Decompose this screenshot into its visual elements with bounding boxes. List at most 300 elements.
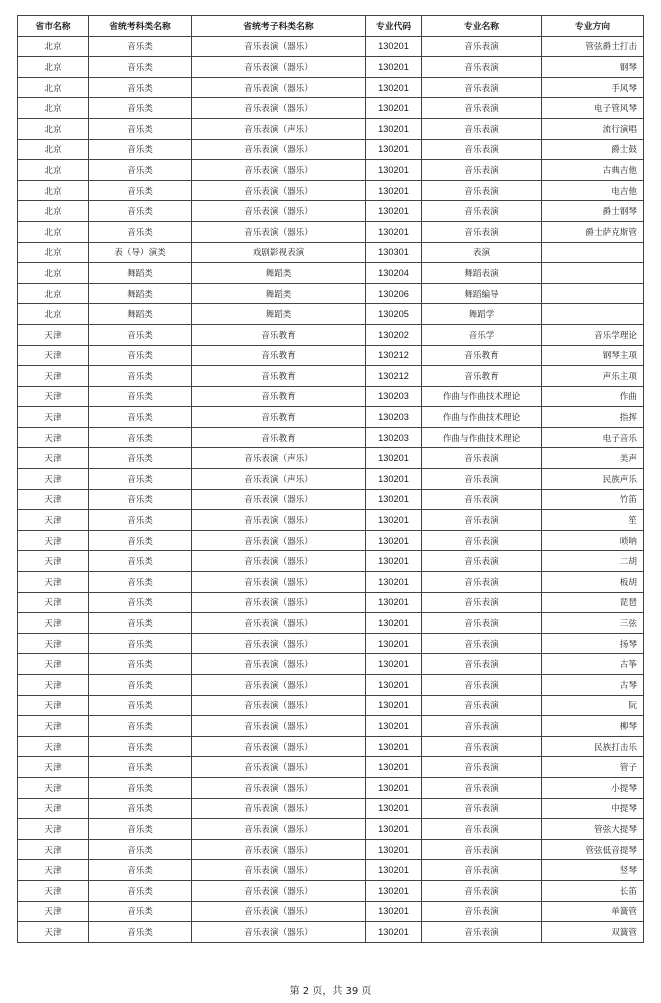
table-row (18, 263, 644, 284)
cell-exam-subcategory: 音乐表演（器乐） (192, 716, 366, 737)
table-row (18, 880, 644, 901)
cell-province: 北京 (18, 304, 89, 325)
cell-major-name: 音乐表演 (422, 448, 542, 469)
cell-exam-category: 音乐类 (89, 716, 192, 737)
cell-province: 天津 (18, 427, 89, 448)
cell-major-direction: 扬琴 (542, 633, 644, 654)
cell-major-name: 音乐表演 (422, 839, 542, 860)
table-row (18, 654, 644, 675)
header-major-direction: 专业方向 (542, 16, 644, 37)
cell-major-name: 舞蹈学 (422, 304, 542, 325)
cell-major-direction: 流行演唱 (542, 118, 644, 139)
cell-province: 北京 (18, 139, 89, 160)
cell-major-code: 130201 (366, 880, 422, 901)
cell-exam-category: 音乐类 (89, 180, 192, 201)
table-row (18, 716, 644, 737)
cell-major-direction (542, 304, 644, 325)
cell-major-code: 130201 (366, 469, 422, 490)
cell-major-direction: 作曲 (542, 386, 644, 407)
table-row (18, 922, 644, 943)
cell-major-name: 作曲与作曲技术理论 (422, 427, 542, 448)
cell-exam-subcategory: 音乐教育 (192, 366, 366, 387)
specialty-table (17, 15, 644, 943)
cell-province: 北京 (18, 36, 89, 57)
cell-exam-subcategory: 音乐教育 (192, 407, 366, 428)
cell-major-name: 音乐表演 (422, 118, 542, 139)
table-row (18, 324, 644, 345)
cell-major-code: 130203 (366, 427, 422, 448)
cell-exam-category: 音乐类 (89, 860, 192, 881)
cell-province: 天津 (18, 654, 89, 675)
cell-major-direction: 钢琴 (542, 57, 644, 78)
cell-province: 北京 (18, 160, 89, 181)
cell-exam-subcategory: 舞蹈类 (192, 283, 366, 304)
table-row (18, 77, 644, 98)
cell-exam-category: 音乐类 (89, 901, 192, 922)
cell-major-direction: 民族声乐 (542, 469, 644, 490)
cell-major-direction: 管子 (542, 757, 644, 778)
cell-major-code: 130201 (366, 139, 422, 160)
table-row (18, 57, 644, 78)
cell-major-direction: 琵琶 (542, 592, 644, 613)
cell-major-name: 音乐表演 (422, 736, 542, 757)
cell-exam-category: 音乐类 (89, 98, 192, 119)
cell-major-code: 130201 (366, 57, 422, 78)
table-row (18, 345, 644, 366)
table-row (18, 407, 644, 428)
cell-province: 天津 (18, 551, 89, 572)
cell-major-code: 130201 (366, 530, 422, 551)
cell-exam-category: 音乐类 (89, 345, 192, 366)
cell-major-code: 130201 (366, 36, 422, 57)
cell-province: 天津 (18, 777, 89, 798)
table-row (18, 675, 644, 696)
cell-province: 天津 (18, 798, 89, 819)
cell-exam-subcategory: 音乐表演（器乐） (192, 654, 366, 675)
page-footer: 第 2 页，共 39 页 (289, 986, 372, 997)
cell-exam-category: 音乐类 (89, 613, 192, 634)
cell-exam-subcategory: 音乐教育 (192, 324, 366, 345)
cell-province: 天津 (18, 860, 89, 881)
cell-major-code: 130201 (366, 592, 422, 613)
cell-exam-subcategory: 音乐表演（器乐） (192, 675, 366, 696)
cell-province: 天津 (18, 345, 89, 366)
cell-province: 北京 (18, 98, 89, 119)
table-body (18, 36, 644, 942)
cell-exam-category: 音乐类 (89, 139, 192, 160)
cell-exam-category: 音乐类 (89, 36, 192, 57)
table-row (18, 221, 644, 242)
cell-major-code: 130206 (366, 283, 422, 304)
header-exam-subcategory: 省统考子科类名称 (192, 16, 366, 37)
cell-exam-subcategory: 音乐表演（器乐） (192, 160, 366, 181)
table-row (18, 160, 644, 181)
cell-exam-subcategory: 音乐表演（器乐） (192, 36, 366, 57)
cell-major-name: 音乐表演 (422, 57, 542, 78)
cell-exam-category: 舞蹈类 (89, 304, 192, 325)
cell-major-name: 舞蹈表演 (422, 263, 542, 284)
cell-exam-subcategory: 音乐表演（器乐） (192, 922, 366, 943)
table-row (18, 201, 644, 222)
cell-major-name: 音乐表演 (422, 880, 542, 901)
table-row (18, 819, 644, 840)
cell-exam-subcategory: 音乐表演（器乐） (192, 777, 366, 798)
cell-province: 天津 (18, 901, 89, 922)
cell-major-name: 音乐教育 (422, 345, 542, 366)
cell-exam-subcategory: 音乐表演（器乐） (192, 530, 366, 551)
table-row (18, 592, 644, 613)
cell-major-name: 音乐表演 (422, 592, 542, 613)
cell-exam-subcategory: 音乐表演（声乐） (192, 118, 366, 139)
table-row (18, 427, 644, 448)
cell-exam-subcategory: 音乐表演（器乐） (192, 860, 366, 881)
cell-major-direction: 单簧管 (542, 901, 644, 922)
cell-major-direction: 钢琴主项 (542, 345, 644, 366)
cell-major-name: 音乐表演 (422, 221, 542, 242)
cell-exam-category: 音乐类 (89, 675, 192, 696)
cell-major-name: 作曲与作曲技术理论 (422, 386, 542, 407)
cell-major-code: 130202 (366, 324, 422, 345)
cell-major-direction: 中提琴 (542, 798, 644, 819)
cell-major-direction: 竖琴 (542, 860, 644, 881)
cell-major-name: 音乐表演 (422, 777, 542, 798)
cell-major-code: 130201 (366, 201, 422, 222)
cell-major-name: 音乐表演 (422, 551, 542, 572)
table-row (18, 448, 644, 469)
cell-major-code: 130201 (366, 839, 422, 860)
cell-exam-subcategory: 舞蹈类 (192, 304, 366, 325)
cell-major-name: 音乐表演 (422, 716, 542, 737)
cell-exam-subcategory: 音乐表演（器乐） (192, 757, 366, 778)
cell-exam-category: 音乐类 (89, 551, 192, 572)
cell-major-name: 音乐表演 (422, 489, 542, 510)
cell-exam-category: 音乐类 (89, 572, 192, 593)
cell-major-direction: 民族打击乐 (542, 736, 644, 757)
cell-major-name: 表演 (422, 242, 542, 263)
cell-exam-category: 音乐类 (89, 633, 192, 654)
header-province: 省市名称 (18, 16, 89, 37)
cell-province: 北京 (18, 57, 89, 78)
cell-major-name: 音乐表演 (422, 201, 542, 222)
cell-major-name: 音乐表演 (422, 160, 542, 181)
cell-major-code: 130201 (366, 180, 422, 201)
cell-major-direction: 古琴 (542, 675, 644, 696)
cell-major-name: 音乐表演 (422, 922, 542, 943)
cell-province: 天津 (18, 716, 89, 737)
cell-major-direction: 小提琴 (542, 777, 644, 798)
cell-exam-subcategory: 音乐表演（器乐） (192, 201, 366, 222)
cell-exam-category: 音乐类 (89, 510, 192, 531)
cell-major-direction: 爵士萨克斯管 (542, 221, 644, 242)
table-row (18, 901, 644, 922)
cell-exam-category: 音乐类 (89, 386, 192, 407)
cell-major-direction: 管弦爵士打击 (542, 36, 644, 57)
cell-province: 天津 (18, 407, 89, 428)
cell-major-name: 音乐表演 (422, 798, 542, 819)
cell-major-name: 音乐表演 (422, 633, 542, 654)
cell-major-direction: 笙 (542, 510, 644, 531)
cell-major-code: 130201 (366, 77, 422, 98)
cell-exam-category: 音乐类 (89, 654, 192, 675)
cell-exam-category: 音乐类 (89, 324, 192, 345)
table-row (18, 139, 644, 160)
cell-exam-subcategory: 音乐表演（器乐） (192, 798, 366, 819)
cell-major-code: 130201 (366, 860, 422, 881)
cell-major-direction: 双簧管 (542, 922, 644, 943)
cell-major-direction: 手风琴 (542, 77, 644, 98)
cell-major-direction: 爵士鼓 (542, 139, 644, 160)
cell-exam-subcategory: 音乐表演（声乐） (192, 448, 366, 469)
cell-major-direction: 电吉他 (542, 180, 644, 201)
cell-exam-category: 音乐类 (89, 798, 192, 819)
cell-exam-subcategory: 音乐表演（器乐） (192, 180, 366, 201)
table-row (18, 572, 644, 593)
cell-major-code: 130201 (366, 757, 422, 778)
cell-exam-subcategory: 音乐表演（器乐） (192, 551, 366, 572)
cell-major-code: 130201 (366, 654, 422, 675)
cell-province: 天津 (18, 592, 89, 613)
cell-province: 北京 (18, 242, 89, 263)
cell-major-code: 130201 (366, 489, 422, 510)
cell-exam-subcategory: 音乐表演（器乐） (192, 592, 366, 613)
table-row (18, 180, 644, 201)
cell-exam-subcategory: 舞蹈类 (192, 263, 366, 284)
cell-major-direction: 三弦 (542, 613, 644, 634)
cell-major-code: 130201 (366, 118, 422, 139)
cell-province: 天津 (18, 448, 89, 469)
cell-exam-category: 音乐类 (89, 427, 192, 448)
cell-exam-subcategory: 音乐表演（器乐） (192, 633, 366, 654)
cell-exam-subcategory: 音乐表演（器乐） (192, 57, 366, 78)
cell-exam-category: 音乐类 (89, 819, 192, 840)
cell-major-name: 音乐表演 (422, 572, 542, 593)
cell-major-name: 音乐表演 (422, 757, 542, 778)
cell-exam-subcategory: 音乐表演（器乐） (192, 839, 366, 860)
cell-exam-category: 音乐类 (89, 448, 192, 469)
cell-major-code: 130203 (366, 386, 422, 407)
cell-major-code: 130212 (366, 345, 422, 366)
table-row (18, 489, 644, 510)
cell-exam-subcategory: 音乐表演（器乐） (192, 819, 366, 840)
cell-exam-category: 音乐类 (89, 736, 192, 757)
cell-province: 天津 (18, 572, 89, 593)
cell-major-direction: 爵士钢琴 (542, 201, 644, 222)
table-row (18, 551, 644, 572)
cell-major-name: 音乐表演 (422, 675, 542, 696)
cell-major-name: 音乐表演 (422, 139, 542, 160)
cell-exam-category: 音乐类 (89, 880, 192, 901)
cell-major-name: 音乐学 (422, 324, 542, 345)
table-row (18, 304, 644, 325)
cell-exam-subcategory: 音乐表演（器乐） (192, 221, 366, 242)
cell-major-code: 130201 (366, 736, 422, 757)
cell-major-direction: 唢呐 (542, 530, 644, 551)
table-row (18, 530, 644, 551)
cell-major-code: 130204 (366, 263, 422, 284)
cell-major-name: 音乐教育 (422, 366, 542, 387)
cell-province: 北京 (18, 118, 89, 139)
cell-exam-category: 舞蹈类 (89, 283, 192, 304)
cell-major-name: 舞蹈编导 (422, 283, 542, 304)
header-major-code: 专业代码 (366, 16, 422, 37)
cell-major-direction: 声乐主项 (542, 366, 644, 387)
cell-province: 北京 (18, 180, 89, 201)
cell-exam-subcategory: 音乐表演（器乐） (192, 489, 366, 510)
cell-exam-subcategory: 音乐表演（器乐） (192, 901, 366, 922)
cell-major-name: 音乐表演 (422, 613, 542, 634)
cell-exam-subcategory: 音乐教育 (192, 345, 366, 366)
cell-province: 北京 (18, 263, 89, 284)
cell-province: 天津 (18, 324, 89, 345)
cell-major-direction: 二胡 (542, 551, 644, 572)
cell-exam-subcategory: 戏剧影视表演 (192, 242, 366, 263)
cell-exam-subcategory: 音乐表演（声乐） (192, 469, 366, 490)
cell-major-code: 130301 (366, 242, 422, 263)
cell-exam-category: 音乐类 (89, 469, 192, 490)
table-row (18, 242, 644, 263)
cell-exam-category: 音乐类 (89, 922, 192, 943)
cell-major-direction: 管弦大提琴 (542, 819, 644, 840)
cell-major-code: 130203 (366, 407, 422, 428)
cell-exam-category: 音乐类 (89, 366, 192, 387)
table-row (18, 860, 644, 881)
cell-major-direction (542, 242, 644, 263)
cell-province: 天津 (18, 366, 89, 387)
cell-major-name: 音乐表演 (422, 98, 542, 119)
cell-major-direction: 指挥 (542, 407, 644, 428)
table-row (18, 386, 644, 407)
cell-exam-category: 音乐类 (89, 160, 192, 181)
cell-exam-category: 音乐类 (89, 57, 192, 78)
cell-major-direction: 竹笛 (542, 489, 644, 510)
cell-major-direction: 柳琴 (542, 716, 644, 737)
table-row (18, 839, 644, 860)
cell-major-name: 音乐表演 (422, 530, 542, 551)
table-row (18, 98, 644, 119)
cell-province: 天津 (18, 757, 89, 778)
cell-major-code: 130201 (366, 777, 422, 798)
cell-major-name: 音乐表演 (422, 180, 542, 201)
table-row (18, 695, 644, 716)
cell-major-code: 130201 (366, 819, 422, 840)
cell-major-code: 130201 (366, 798, 422, 819)
cell-province: 天津 (18, 736, 89, 757)
cell-province: 天津 (18, 695, 89, 716)
table-row (18, 283, 644, 304)
cell-major-code: 130201 (366, 716, 422, 737)
cell-major-name: 音乐表演 (422, 860, 542, 881)
cell-province: 天津 (18, 839, 89, 860)
cell-major-name: 音乐表演 (422, 469, 542, 490)
table-header-row (18, 16, 644, 37)
cell-major-code: 130201 (366, 572, 422, 593)
cell-major-direction: 音乐学理论 (542, 324, 644, 345)
cell-major-direction (542, 263, 644, 284)
cell-major-code: 130212 (366, 366, 422, 387)
cell-major-code: 130201 (366, 510, 422, 531)
cell-major-name: 音乐表演 (422, 77, 542, 98)
cell-province: 天津 (18, 922, 89, 943)
table-row (18, 366, 644, 387)
table-row (18, 36, 644, 57)
cell-major-direction: 古筝 (542, 654, 644, 675)
cell-major-code: 130201 (366, 922, 422, 943)
cell-major-name: 音乐表演 (422, 36, 542, 57)
cell-exam-category: 舞蹈类 (89, 263, 192, 284)
cell-province: 天津 (18, 386, 89, 407)
cell-major-name: 音乐表演 (422, 510, 542, 531)
cell-major-direction: 板胡 (542, 572, 644, 593)
cell-exam-category: 音乐类 (89, 695, 192, 716)
cell-major-code: 130205 (366, 304, 422, 325)
cell-exam-category: 音乐类 (89, 489, 192, 510)
cell-major-code: 130201 (366, 160, 422, 181)
cell-major-code: 130201 (366, 695, 422, 716)
cell-major-direction: 电子管风琴 (542, 98, 644, 119)
cell-major-code: 130201 (366, 633, 422, 654)
cell-major-code: 130201 (366, 448, 422, 469)
cell-province: 天津 (18, 633, 89, 654)
cell-major-direction: 阮 (542, 695, 644, 716)
cell-exam-category: 音乐类 (89, 839, 192, 860)
table-row (18, 613, 644, 634)
header-major-name: 专业名称 (422, 16, 542, 37)
cell-major-name: 音乐表演 (422, 819, 542, 840)
cell-exam-category: 音乐类 (89, 757, 192, 778)
cell-exam-category: 音乐类 (89, 777, 192, 798)
cell-major-name: 音乐表演 (422, 695, 542, 716)
cell-exam-subcategory: 音乐表演（器乐） (192, 880, 366, 901)
cell-province: 天津 (18, 530, 89, 551)
cell-province: 北京 (18, 221, 89, 242)
cell-exam-category: 音乐类 (89, 118, 192, 139)
cell-major-code: 130201 (366, 98, 422, 119)
cell-province: 北京 (18, 201, 89, 222)
cell-exam-subcategory: 音乐表演（器乐） (192, 736, 366, 757)
cell-exam-subcategory: 音乐表演（器乐） (192, 510, 366, 531)
cell-major-direction: 长笛 (542, 880, 644, 901)
cell-province: 北京 (18, 283, 89, 304)
cell-province: 天津 (18, 469, 89, 490)
cell-major-code: 130201 (366, 901, 422, 922)
cell-major-name: 音乐表演 (422, 654, 542, 675)
cell-major-code: 130201 (366, 613, 422, 634)
cell-exam-category: 表（导）演类 (89, 242, 192, 263)
cell-province: 天津 (18, 613, 89, 634)
cell-major-name: 音乐表演 (422, 901, 542, 922)
cell-major-code: 130201 (366, 221, 422, 242)
table-row (18, 798, 644, 819)
cell-province: 天津 (18, 675, 89, 696)
cell-major-code: 130201 (366, 675, 422, 696)
cell-exam-subcategory: 音乐表演（器乐） (192, 139, 366, 160)
cell-major-direction: 古典吉他 (542, 160, 644, 181)
cell-exam-category: 音乐类 (89, 221, 192, 242)
cell-major-name: 作曲与作曲技术理论 (422, 407, 542, 428)
table-row (18, 469, 644, 490)
table-row (18, 757, 644, 778)
cell-province: 北京 (18, 77, 89, 98)
cell-exam-category: 音乐类 (89, 407, 192, 428)
cell-exam-category: 音乐类 (89, 530, 192, 551)
table-row (18, 736, 644, 757)
table-row (18, 633, 644, 654)
cell-exam-subcategory: 音乐表演（器乐） (192, 613, 366, 634)
cell-exam-subcategory: 音乐表演（器乐） (192, 77, 366, 98)
cell-province: 天津 (18, 510, 89, 531)
cell-province: 天津 (18, 880, 89, 901)
cell-major-code: 130201 (366, 551, 422, 572)
